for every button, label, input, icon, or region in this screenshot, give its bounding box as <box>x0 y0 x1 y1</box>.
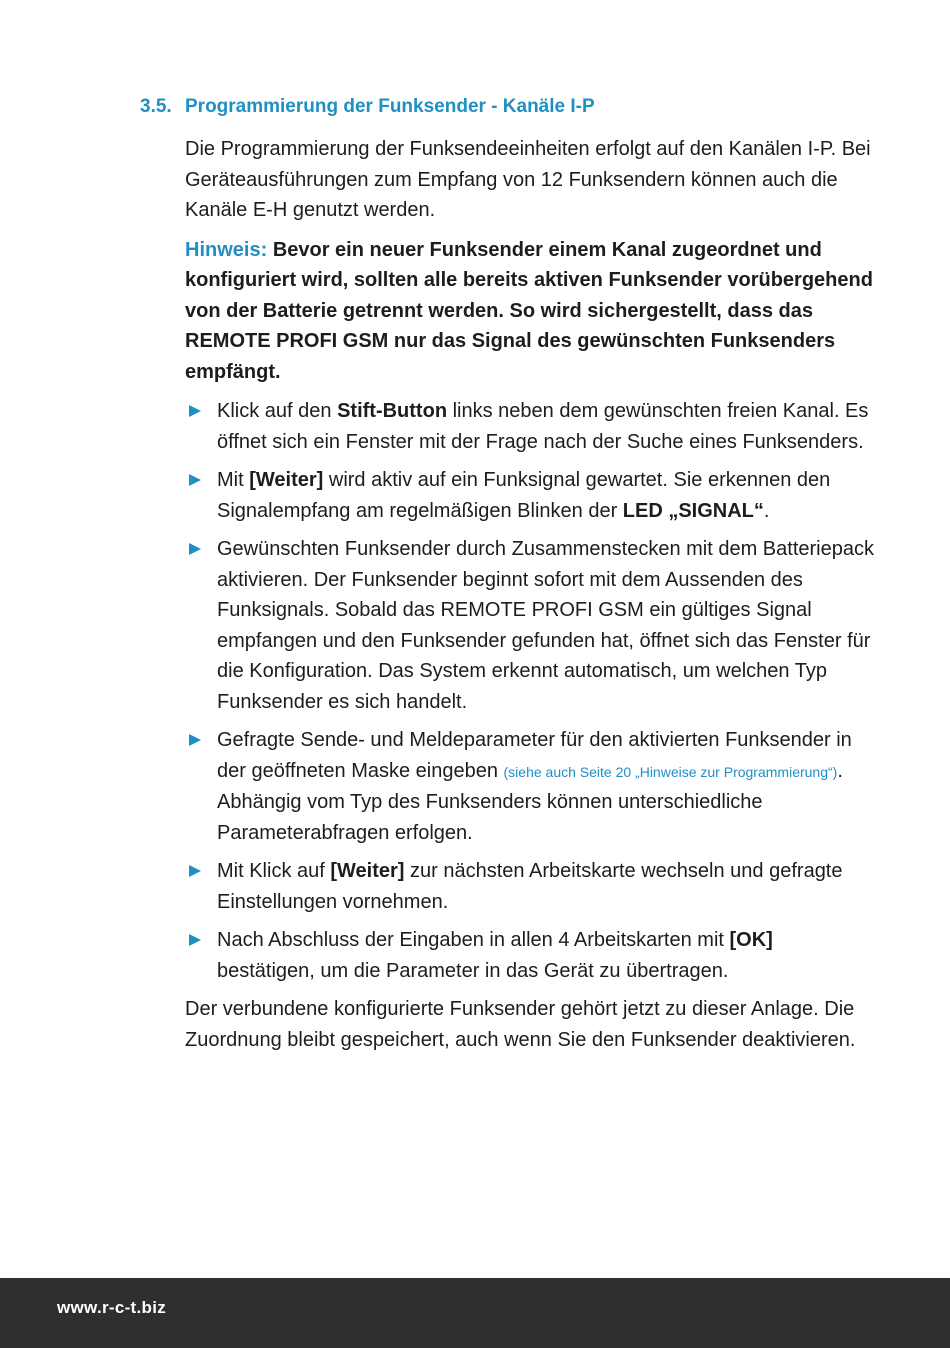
closing-paragraph: Der verbundene konfigurierte Funksender gehört jetzt zu dieser Anlage. Die Zuordnung bleibt gespeichert, auch wenn Sie den Funksender deaktivieren. <box>185 998 856 1051</box>
note-text: Bevor ein neuer Funksender einem Kanal zugeordnet und konfiguriert wird, sollten alle bereits aktiven Funksender vorübergehend von der Batterie getrennt werden. So wird sichergestellt, dass das REMOTE PROFI GSM nur das Signal des gewünschten Funksenders empfängt. <box>185 238 873 383</box>
list-item <box>185 396 875 457</box>
list-item <box>185 725 875 848</box>
bullet-arrow-icon <box>189 934 201 946</box>
step-text: Klick auf den <box>217 400 338 422</box>
step-emphasis: Stift-Button <box>337 400 448 422</box>
section-heading <box>140 96 595 118</box>
step-emphasis: [Weiter] <box>249 469 324 491</box>
step-text: . Abhängig vom Typ des Funksenders können unterschiedliche Parameterabfragen erfolgen. <box>217 759 843 844</box>
intro-paragraph: Die Programmierung der Funksendeeinheiten erfolgt auf den Kanälen I-P. Bei Geräteausführungen zum Empfang von 12 Funksendern können auch die Kanäle E-H genutzt werden. <box>185 138 871 221</box>
bullet-arrow-icon <box>189 734 201 746</box>
bullet-arrow-icon <box>189 865 201 877</box>
step-text: Mit Klick auf <box>217 860 331 882</box>
bullet-arrow-icon <box>189 543 201 555</box>
step-text: . <box>763 499 770 522</box>
step-text: bestätigen, um die Parameter in das Gerät zu übertragen. <box>217 959 729 982</box>
section-number: 3.5. <box>140 96 172 117</box>
step-emphasis: [Weiter] <box>330 860 405 882</box>
list-item <box>185 856 875 917</box>
list-item <box>185 534 875 717</box>
step-list <box>185 396 875 986</box>
step-emphasis: LED „SIGNAL“ <box>622 499 764 522</box>
step-text: Mit <box>217 469 250 491</box>
step-text: zur nächsten Arbeitskarte wechseln und gefragte Einstellungen vornehmen. <box>217 860 843 913</box>
section-title: Programmierung der Funksender - Kanäle I-P <box>185 96 595 117</box>
footer-url-link[interactable]: www.r-c-t.biz <box>57 1298 167 1317</box>
step-text: Gefragte Sende- und Meldeparameter für den aktivierten Funksender in der geöffneten Maske eingeben <box>217 729 852 782</box>
step-text: Gewünschten Funksender durch Zusammenstecken mit dem Batteriepack aktivieren. Der Funksender beginnt sofort mit dem Aussenden des Funksignals. Sobald das REMOTE PROFI GSM ein gültiges Signal empfangen und den Funksender gefunden hat, öffnet sich das Fenster für die Konfiguration. Das System erkennt automatisch, um welchen Typ Funksender es sich handelt. <box>217 538 874 713</box>
list-item <box>185 925 875 986</box>
list-item <box>185 465 875 526</box>
bullet-arrow-icon <box>189 474 201 486</box>
note-label: Hinweis: <box>185 238 268 261</box>
page-footer <box>0 1278 950 1348</box>
step-text: links neben dem gewünschten freien Kanal. Es öffnet sich ein Fenster mit der Frage nach der Suche eines Funksenders. <box>217 400 869 453</box>
page-reference-link[interactable]: (siehe auch Seite 20 „Hinweise zur Programmierung“) <box>503 763 838 780</box>
note-paragraph <box>185 235 875 388</box>
step-text: Nach Abschluss der Eingaben in allen 4 Arbeitskarten mit <box>217 929 730 951</box>
page-content <box>185 134 875 1064</box>
bullet-arrow-icon <box>189 405 201 417</box>
step-emphasis: [OK] <box>729 929 773 951</box>
step-text: wird aktiv auf ein Funksignal gewartet. Sie erkennen den Signalempfang am regelmäßigen Blinken der <box>217 469 831 522</box>
